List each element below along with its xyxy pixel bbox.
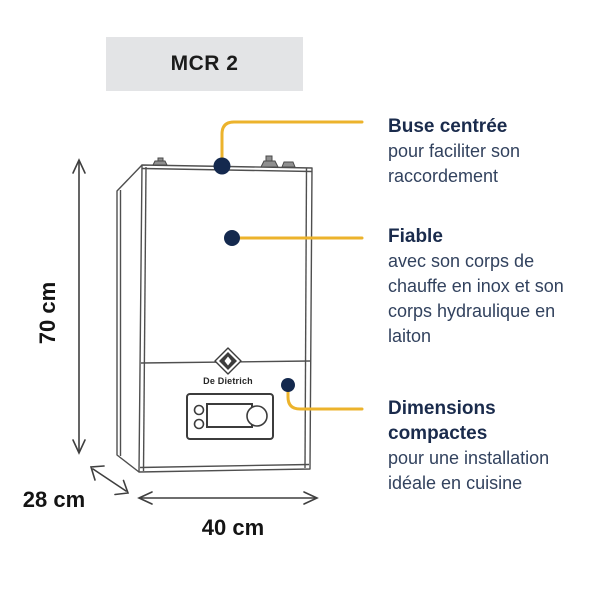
flue-fitting-mid-icon (261, 161, 278, 167)
brand-label: De Dietrich (203, 376, 253, 386)
callout-title: Buse centrée (388, 116, 508, 137)
callout-body-line: corps hydraulique en (388, 301, 556, 321)
dimension-label-depth: 28 cm (22, 487, 86, 512)
depth-dimension-arrow (91, 466, 128, 495)
callout-body-line: pour une installation (388, 448, 550, 468)
model-badge-label: MCR 2 (170, 52, 239, 75)
width-dimension-arrow (139, 492, 317, 504)
connector-line-buse (222, 122, 362, 159)
dimension-label-width: 40 cm (201, 515, 265, 540)
callout-title: Fiable (388, 226, 443, 247)
panel-button-top (195, 406, 204, 415)
control-panel (187, 394, 273, 439)
callout-body-line: pour faciliter son (388, 141, 521, 161)
callout-body-line: laiton (388, 326, 432, 346)
callout-fiable (388, 224, 584, 349)
callout-dot-dimensions (281, 378, 295, 392)
callout-body-line: idéale en cuisine (388, 473, 523, 493)
flue-fitting-left-icon (153, 161, 167, 165)
panel-button-bottom (195, 420, 204, 429)
callout-title: Dimensions compactes (388, 398, 496, 444)
callout-body-line: chauffe en inox et son (388, 276, 564, 296)
flue-fitting-right-icon (282, 162, 295, 167)
callout-body-line: raccordement (388, 166, 499, 186)
callout-dot-buse (214, 158, 231, 175)
panel-knob (247, 406, 267, 426)
callout-buse-centree (388, 114, 584, 189)
callout-dimensions-compactes (388, 396, 584, 496)
dimension-label-height: 70 cm (35, 281, 60, 345)
callout-dot-fiable (224, 230, 240, 246)
height-dimension-arrow (73, 160, 85, 453)
panel-display (207, 404, 252, 427)
callout-body-line: avec son corps de (388, 251, 535, 271)
